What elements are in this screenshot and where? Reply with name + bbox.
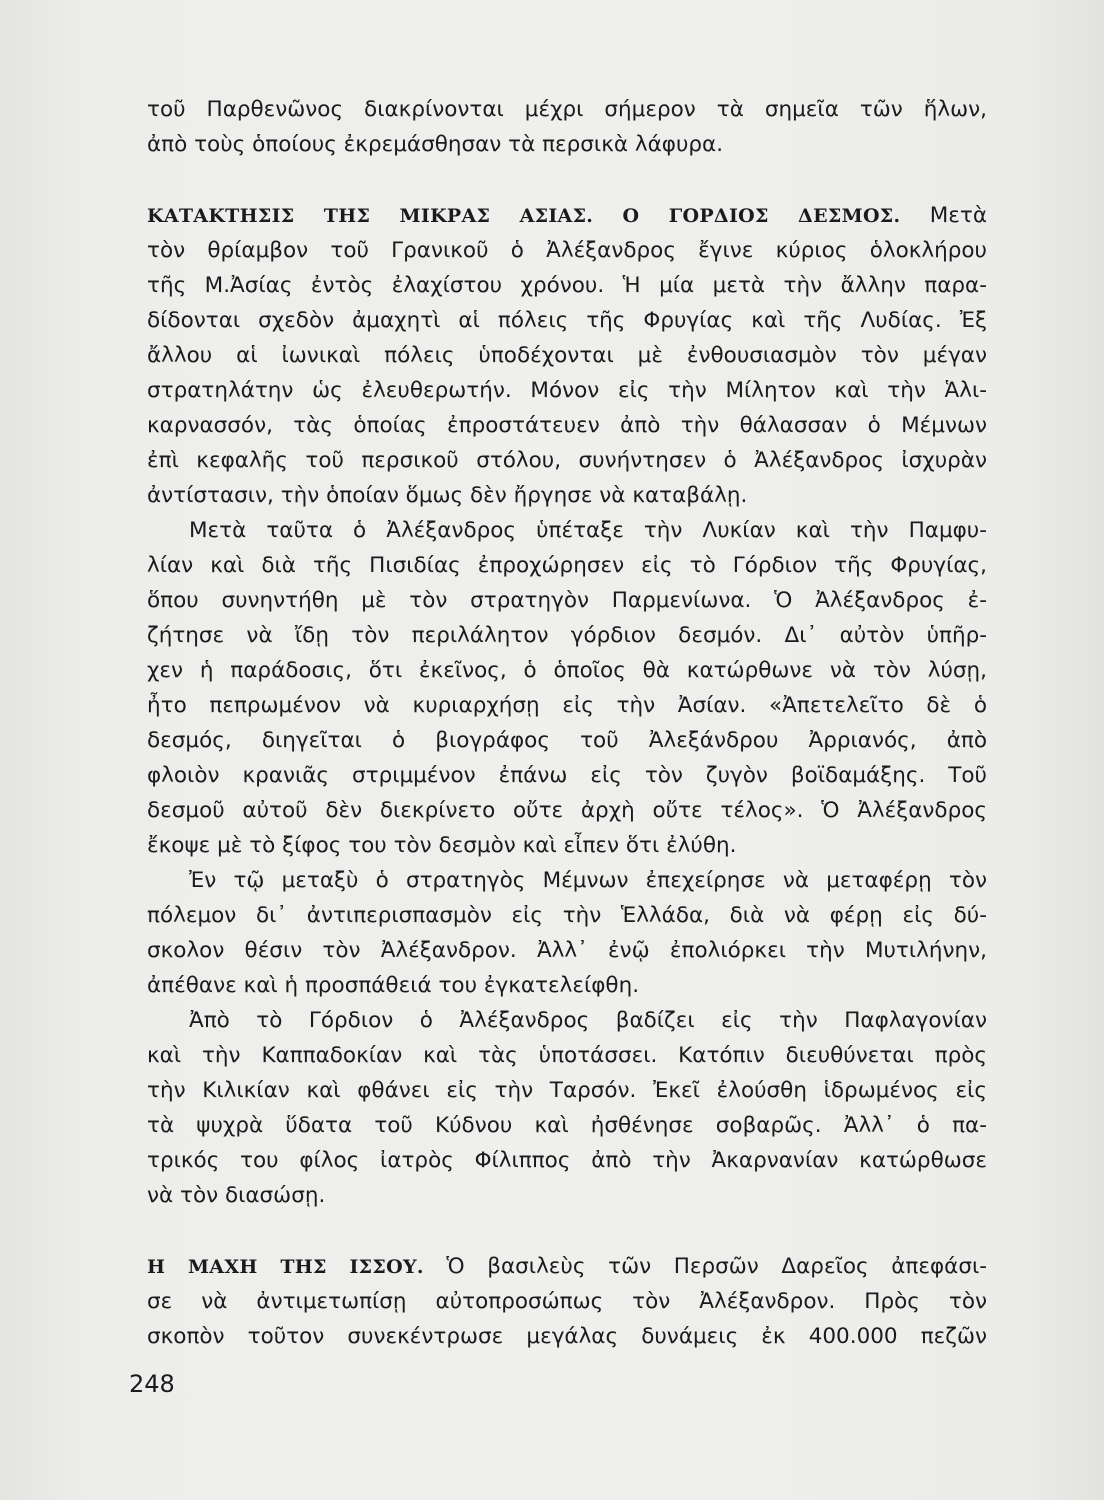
text-fragment: Μετὰ — [929, 203, 987, 228]
text-line: στρατηλάτην ὡς ἐλευθερωτήν. Μόνον εἰς τὴν Μίλητον καὶ τὴν Ἁλι- — [147, 378, 987, 403]
section-heading: ΚΑΤΑΚΤΗΣΙΣ ΤΗΣ ΜΙΚΡΑΣ ΑΣΙΑΣ. Ο ΓΟΡΔΙΟΣ ΔΕΣΜΟΣ. — [147, 205, 901, 227]
text-line: ζήτησε νὰ ἴδῃ τὸν περιλάλητον γόρδιον δεσμόν. Δι᾿ αὐτὸν ὑπῆρ- — [147, 623, 987, 648]
text-line: ἐπὶ κεφαλῆς τοῦ περσικοῦ στόλου, συνήντησεν ὁ Ἀλέξανδρος ἰσχυρὰν — [147, 448, 987, 473]
text-fragment: Ὁ βασιλεὺς τῶν Περσῶν Δαρεῖος ἀπεφάσι- — [446, 1254, 988, 1279]
text-line: ἦτο πεπρωμένον νὰ κυριαρχήσῃ εἰς τὴν Ἀσίαν. «Ἀπετελεῖτο δὲ ὁ — [147, 693, 987, 718]
text-line: ἀντίστασιν, τὴν ὁποίαν ὅμως δὲν ἤργησε νὰ καταβάλῃ. — [147, 483, 748, 508]
text-line: σκολον θέσιν τὸν Ἀλέξανδρον. Ἀλλ᾿ ἐνῷ ἐπολιόρκει τὴν Μυτιλήνην, — [147, 938, 987, 963]
text-line: νὰ τὸν διασώσῃ. — [147, 1183, 326, 1208]
text-line: Ἐν τῷ μεταξὺ ὁ στρατηγὸς Μέμνων ἐπεχείρησε νὰ μεταφέρῃ τὸν — [189, 868, 987, 893]
paragraph-memnon — [147, 863, 987, 1003]
page-number: 248 — [129, 1370, 175, 1398]
paragraph-tarsus — [147, 1003, 987, 1213]
text-line: τοῦ Παρθενῶνος διακρίνονται μέχρι σήμερον τὰ σημεῖα τῶν ἥλων, — [147, 97, 987, 122]
text-line: χεν ἡ παράδοσις, ὅτι ἐκεῖνος, ὁ ὁποῖος θὰ κατώρθωνε νὰ τὸν λύσῃ, — [147, 658, 987, 683]
section-heading: Η ΜΑΧΗ ΤΗΣ ΙΣΣΟΥ. — [147, 1256, 424, 1278]
text-line: φλοιὸν κρανιᾶς στριμμένον ἐπάνω εἰς τὸν ζυγὸν βοϊδαμάξης. Τοῦ — [147, 763, 987, 788]
text-line: σκοπὸν τοῦτον συνεκέντρωσε μεγάλας δυνάμεις ἐκ 400.000 πεζῶν — [147, 1324, 987, 1349]
body-text — [147, 92, 987, 1354]
text-line: σε νὰ ἀντιμετωπίσῃ αὐτοπροσώπως τὸν Ἀλέξανδρον. Πρὸς τὸν — [147, 1289, 987, 1314]
text-line: Μετὰ ταῦτα ὁ Ἀλέξανδρος ὑπέταξε τὴν Λυκίαν καὶ τὴν Παμφυ- — [189, 518, 987, 543]
text-line: πόλεμον δι᾿ ἀντιπερισπασμὸν εἰς τὴν Ἑλλάδα, διὰ νὰ φέρῃ εἰς δύ- — [147, 903, 987, 928]
text-line: τὴν Κιλικίαν καὶ φθάνει εἰς τὴν Ταρσόν. Ἐκεῖ ἐλούσθη ἱδρωμένος εἰς — [147, 1078, 987, 1103]
text-line: ἀπέθανε καὶ ἡ προσπάθειά του ἐγκατελείφθη. — [147, 973, 640, 998]
text-line: λίαν καὶ διὰ τῆς Πισιδίας ἐπροχώρησεν εἰς τὸ Γόρδιον τῆς Φρυγίας, — [147, 553, 987, 578]
text-line: ἀπὸ τοὺς ὁποίους ἐκρεμάσθησαν τὰ περσικὰ λάφυρα. — [147, 132, 724, 157]
text-line: δίδονται σχεδὸν ἀμαχητὶ αἱ πόλεις τῆς Φρυγίας καὶ τῆς Λυδίας. Ἐξ — [147, 308, 987, 333]
text-line — [147, 1249, 987, 1284]
text-line: τρικός του φίλος ἰατρὸς Φίλιππος ἀπὸ τὴν Ἀκαρνανίαν κατώρθωσε — [147, 1148, 987, 1173]
text-line: ἄλλου αἱ ἰωνικαὶ πόλεις ὑποδέχονται μὲ ἐνθουσιασμὸν τὸν μέγαν — [147, 343, 987, 368]
section-battle-of-issus — [147, 1249, 987, 1354]
text-line: καρνασσόν, τὰς ὁποίας ἐπροστάτευεν ἀπὸ τὴν θάλασσαν ὁ Μέμνων — [147, 413, 987, 438]
text-line: δεσμοῦ αὐτοῦ δὲν διεκρίνετο οὔτε ἀρχὴ οὔτε τέλος». Ὁ Ἀλέξανδρος — [147, 798, 987, 823]
text-line: τὸν θρίαμβον τοῦ Γρανικοῦ ὁ Ἀλέξανδρος ἔγινε κύριος ὁλοκλήρου — [147, 238, 987, 263]
section-conquest-asia-minor — [147, 198, 987, 513]
text-line: ἔκοψε μὲ τὸ ξίφος του τὸν δεσμὸν καὶ εἶπεν ὅτι ἐλύθη. — [147, 833, 737, 858]
text-line: τῆς Μ.Ἀσίας ἐντὸς ἐλαχίστου χρόνου. Ἡ μία μετὰ τὴν ἄλλην παρα- — [147, 273, 987, 298]
text-line: δεσμός, διηγεῖται ὁ βιογράφος τοῦ Ἀλεξάνδρου Ἀρριανός, ἀπὸ — [147, 728, 987, 753]
text-line: ὅπου συνηντήθη μὲ τὸν στρατηγὸν Παρμενίωνα. Ὁ Ἀλέξανδρος ἐ- — [147, 588, 987, 613]
text-line: καὶ τὴν Καππαδοκίαν καὶ τὰς ὑποτάσσει. Κατόπιν διευθύνεται πρὸς — [147, 1043, 987, 1068]
text-line: τὰ ψυχρὰ ὕδατα τοῦ Κύδνου καὶ ἠσθένησε σοβαρῶς. Ἀλλ᾿ ὁ πα- — [147, 1113, 987, 1138]
text-line: Ἀπὸ τὸ Γόρδιον ὁ Ἀλέξανδρος βαδίζει εἰς τὴν Παφλαγονίαν — [189, 1008, 987, 1033]
paragraph-parthenon — [147, 92, 987, 162]
paragraph-gordian-knot — [147, 513, 987, 863]
text-line — [147, 198, 987, 233]
